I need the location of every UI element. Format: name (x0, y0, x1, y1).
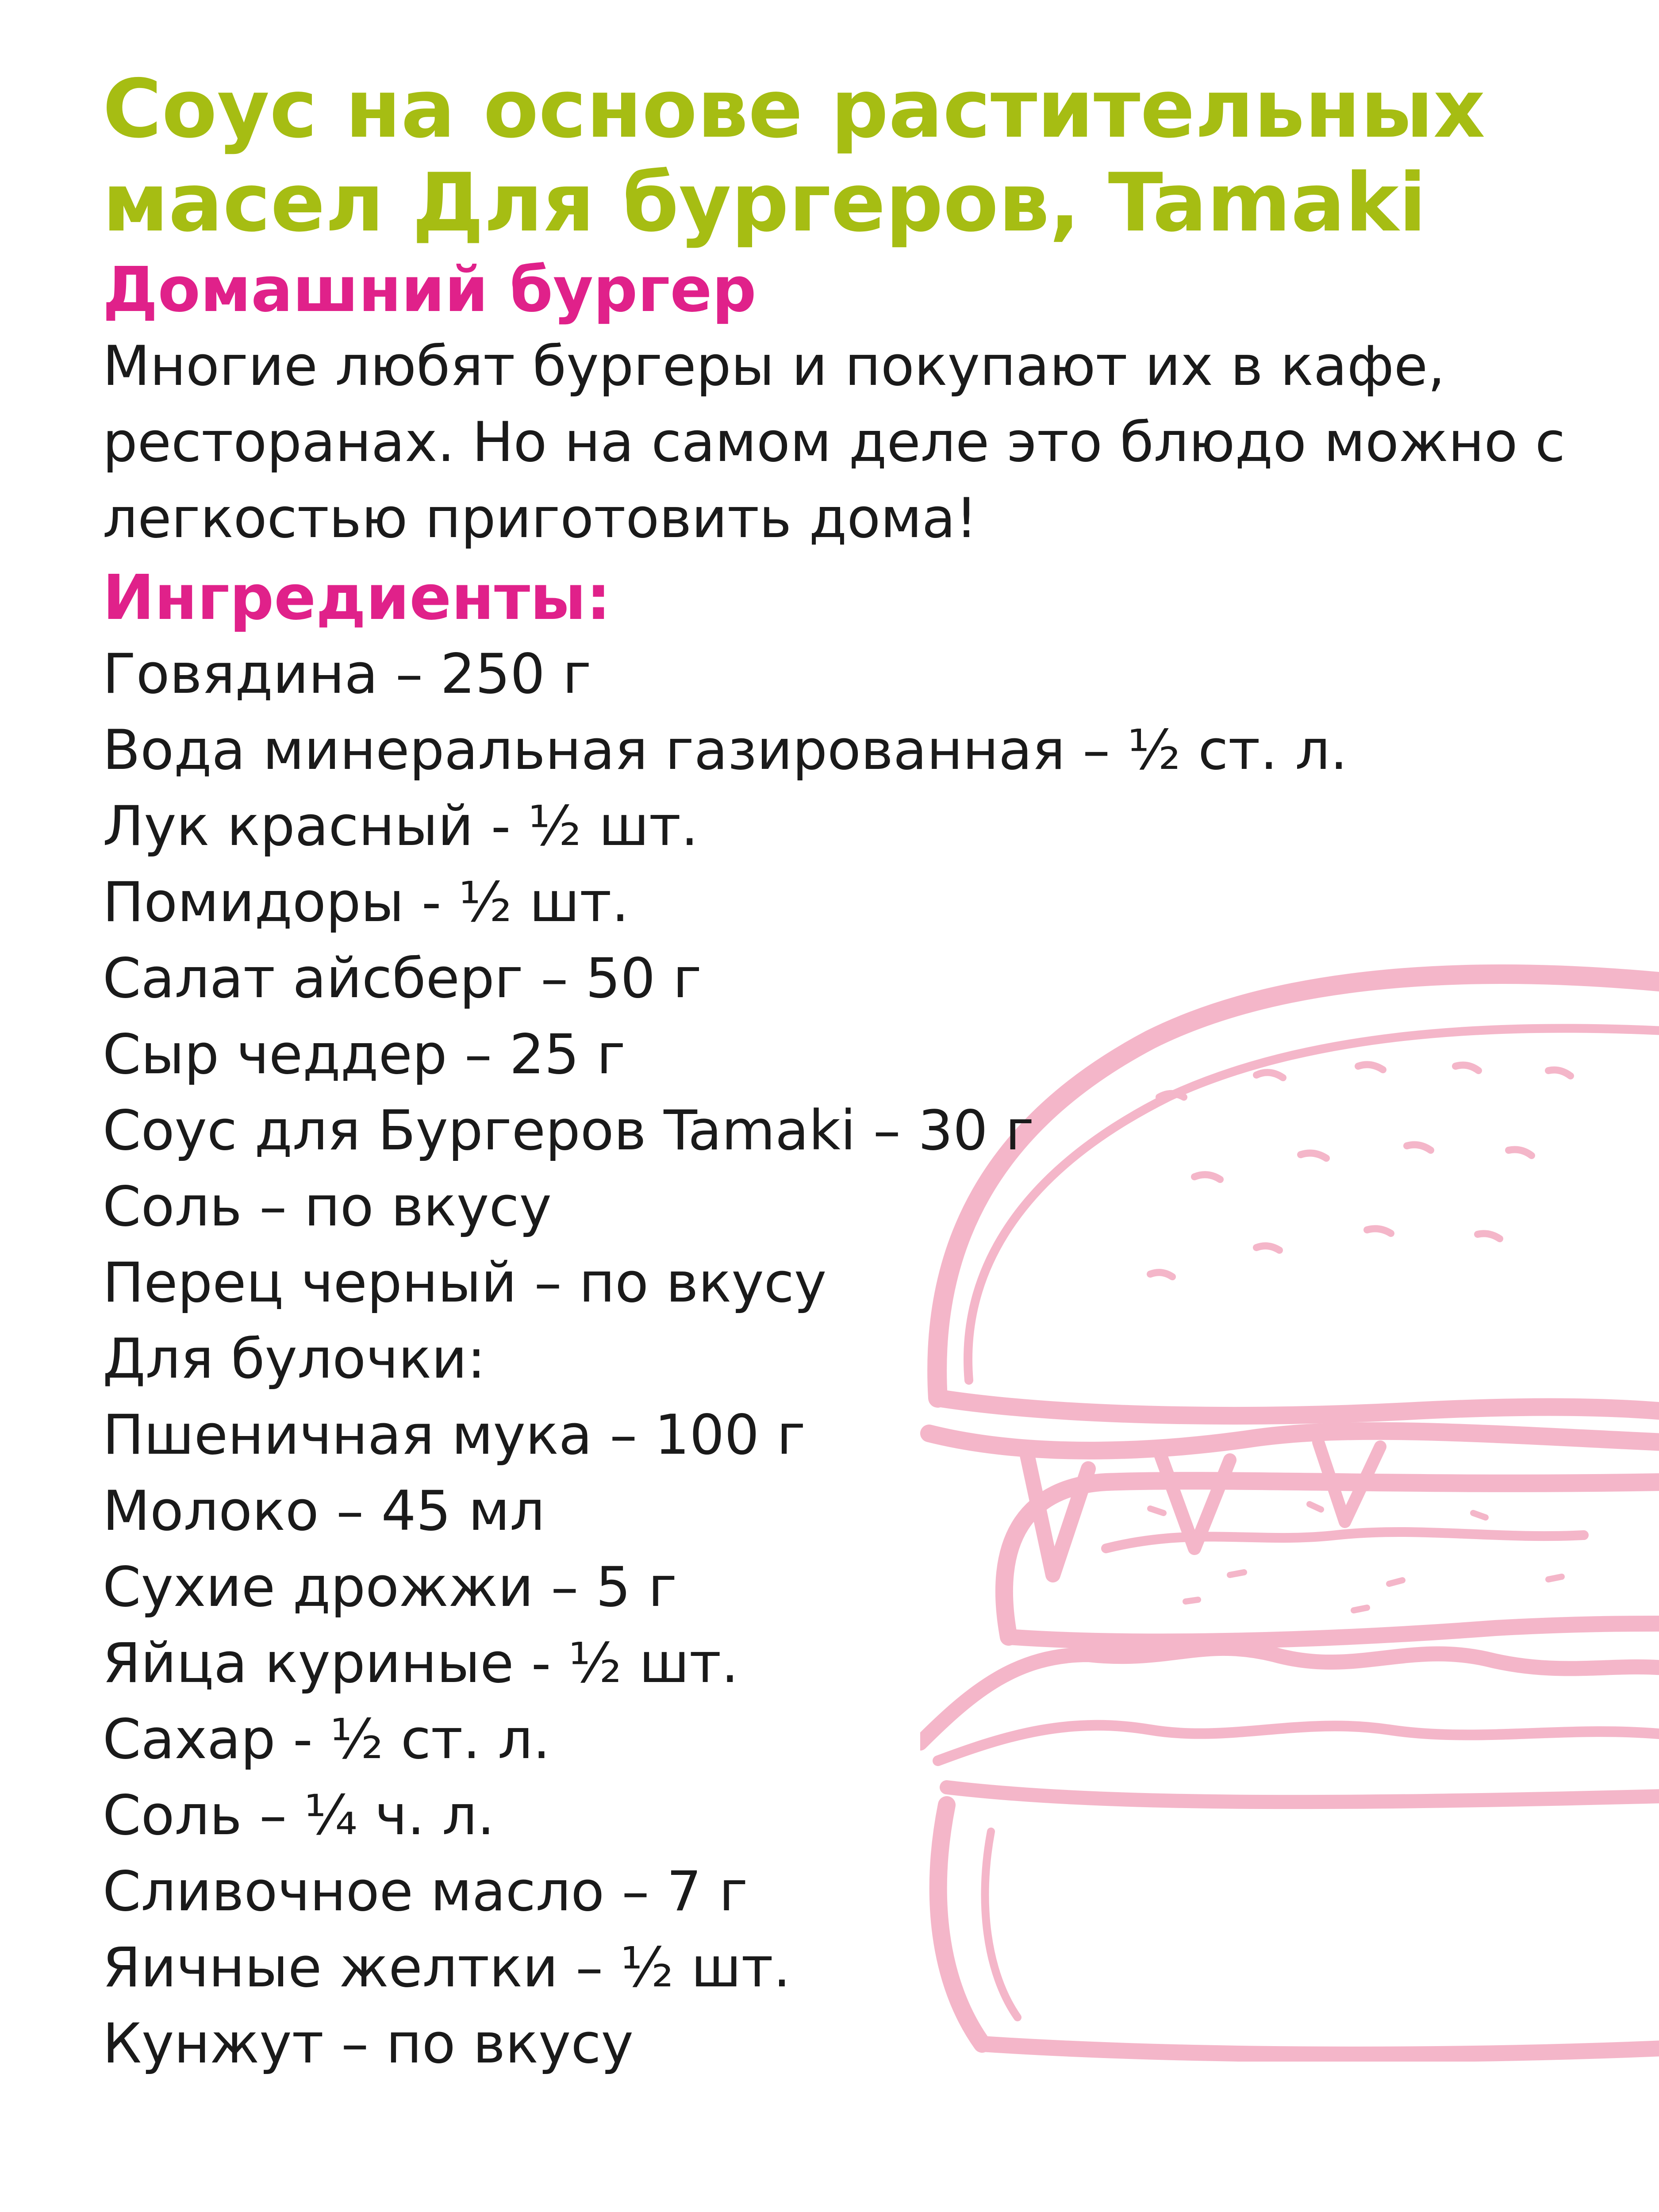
ingredients-list (103, 636, 1585, 2082)
list-item: Сливочное масло – 7 г (103, 1860, 748, 1924)
list-item: Молоко – 45 мл (103, 1479, 545, 1543)
list-item: Помидоры - ½ шт. (103, 871, 629, 934)
list-item: Перец черный – по вкусу (103, 1251, 827, 1315)
list-item: Сахар - ½ ст. л. (103, 1708, 550, 1771)
list-item: Лук красный - ½ шт. (103, 795, 699, 858)
list-item: Кунжут – по вкусу (103, 2012, 634, 2076)
list-item: Пшеничная мука – 100 г (103, 1403, 806, 1467)
list-item: Соус для Бургеров Tamaki – 30 г (103, 1099, 1034, 1163)
list-item: Салат айсберг – 50 г (103, 947, 702, 1010)
list-item: Говядина – 250 г (103, 642, 591, 706)
list-item: Вода минеральная газированная – ½ ст. л. (103, 718, 1348, 782)
list-item: Яичные желтки – ½ шт. (103, 1936, 791, 2000)
list-item: Сыр чеддер – 25 г (103, 1023, 626, 1087)
list-item: Яйца куриные - ½ шт. (103, 1632, 739, 1695)
recipe-name: Домашний бургер (103, 254, 757, 326)
list-item: Соль – по вкусу (103, 1175, 552, 1239)
list-item: Для булочки: (103, 1327, 486, 1391)
ingredients-heading: Ингредиенты: (103, 562, 611, 634)
recipe-intro: Многие любят бургеры и покупают их в кафе, ресторанах. Но на самом деле это блюдо можно с легкостью приготовить дома! (103, 334, 1566, 550)
recipe-content (103, 62, 1585, 2082)
list-item: Сухие дрожжи – 5 г (103, 1555, 677, 1619)
product-title: Соус на основе растительных масел Для бургеров, Tamaki (103, 62, 1486, 250)
list-item: Соль – ¼ ч. л. (103, 1784, 495, 1847)
